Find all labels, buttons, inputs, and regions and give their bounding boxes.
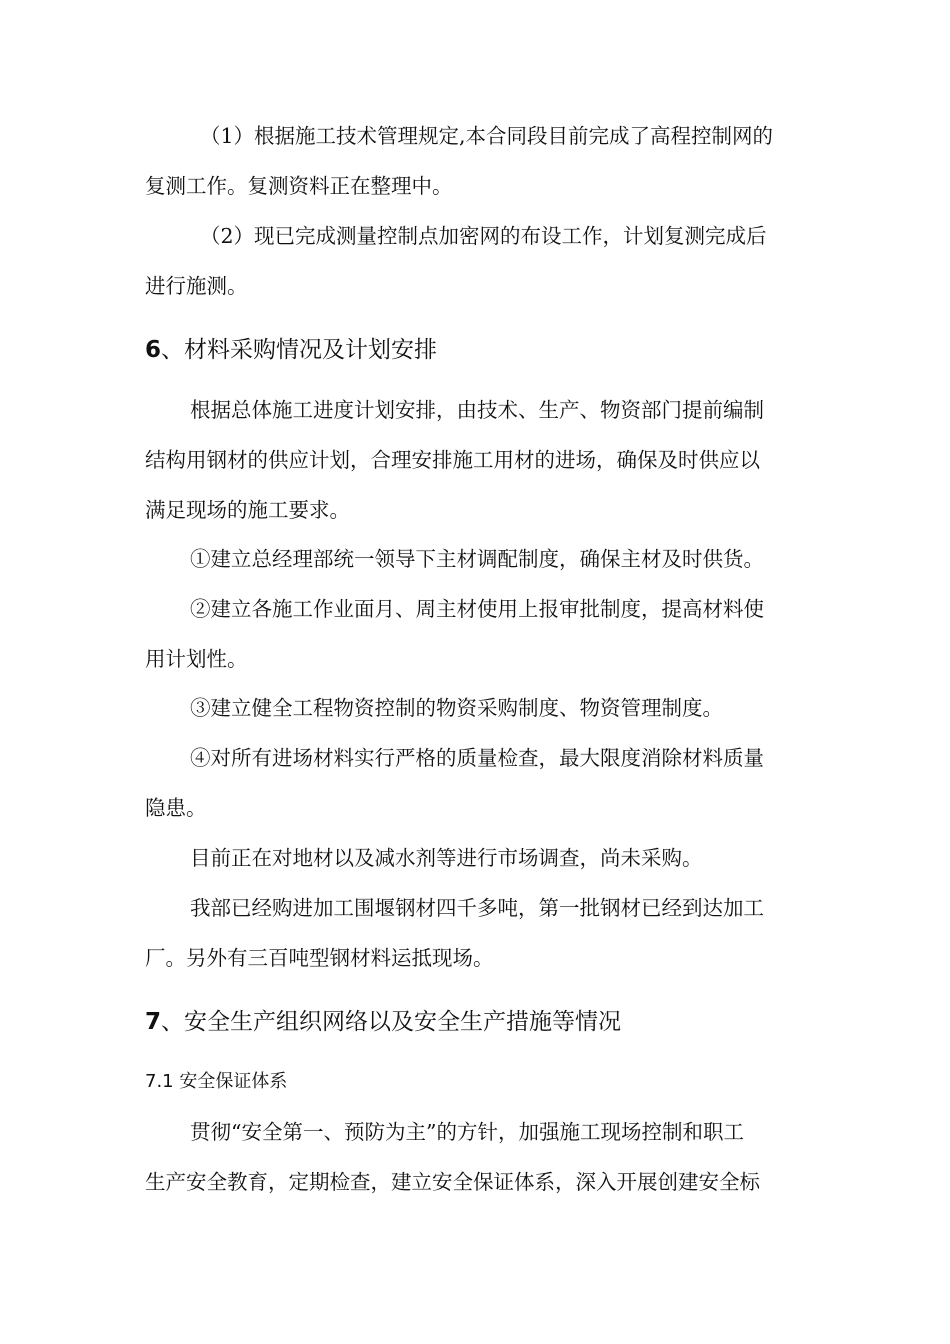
section-title: 、材料采购情况及计划安排 [161, 337, 438, 363]
paragraph-line: （1）根据施工技术管理规定,本合同段目前完成了高程控制网的 [200, 124, 774, 148]
paragraph-line: 厂。另外有三百吨型钢材料运抵现场。 [145, 946, 494, 970]
paragraph-line: 进行施测。 [145, 274, 248, 298]
list-item: ①建立总经理部统一领导下主材调配制度，确保主材及时供货。 [190, 547, 764, 571]
paragraph-line: 隐患。 [145, 796, 207, 820]
paragraph-line: 根据总体施工进度计划安排，由技术、生产、物资部门提前编制 [190, 398, 764, 422]
paragraph-line: 我部已经购进加工围堰钢材四千多吨，第一批钢材已经到达加工 [190, 896, 764, 920]
list-item: ③建立健全工程物资控制的物资采购制度、物资管理制度。 [190, 696, 723, 720]
section-heading-6 [145, 336, 437, 364]
section-number: 7 [145, 1009, 162, 1035]
paragraph-line: 贯彻“安全第一、预防为主”的方针，加强施工现场控制和职工 [190, 1120, 744, 1144]
list-item: ④对所有进场材料实行严格的质量检查，最大限度消除材料质量 [190, 746, 764, 770]
paragraph-line: （2）现已完成测量控制点加密网的布设工作，计划复测完成后 [200, 224, 767, 248]
paragraph-line: 结构用钢材的供应计划，合理安排施工用材的进场，确保及时供应以 [145, 448, 760, 472]
paragraph-line: 满足现场的施工要求。 [145, 498, 350, 522]
paragraph-line: 目前正在对地材以及减水剂等进行市场调查，尚未采购。 [190, 846, 703, 870]
paragraph-line: 用计划性。 [145, 647, 248, 671]
subsection-heading: 7.1 安全保证体系 [145, 1071, 288, 1092]
paragraph-line: 复测工作。复测资料正在整理中。 [145, 174, 453, 198]
section-number: 6 [145, 337, 162, 363]
section-title: 、安全生产组织网络以及安全生产措施等情况 [161, 1009, 622, 1035]
list-item: ②建立各施工作业面月、周主材使用上报审批制度，提高材料使 [190, 597, 764, 621]
paragraph-line: 生产安全教育，定期检查，建立安全保证体系，深入开展创建安全标 [145, 1170, 760, 1194]
section-heading-7 [145, 1008, 621, 1036]
